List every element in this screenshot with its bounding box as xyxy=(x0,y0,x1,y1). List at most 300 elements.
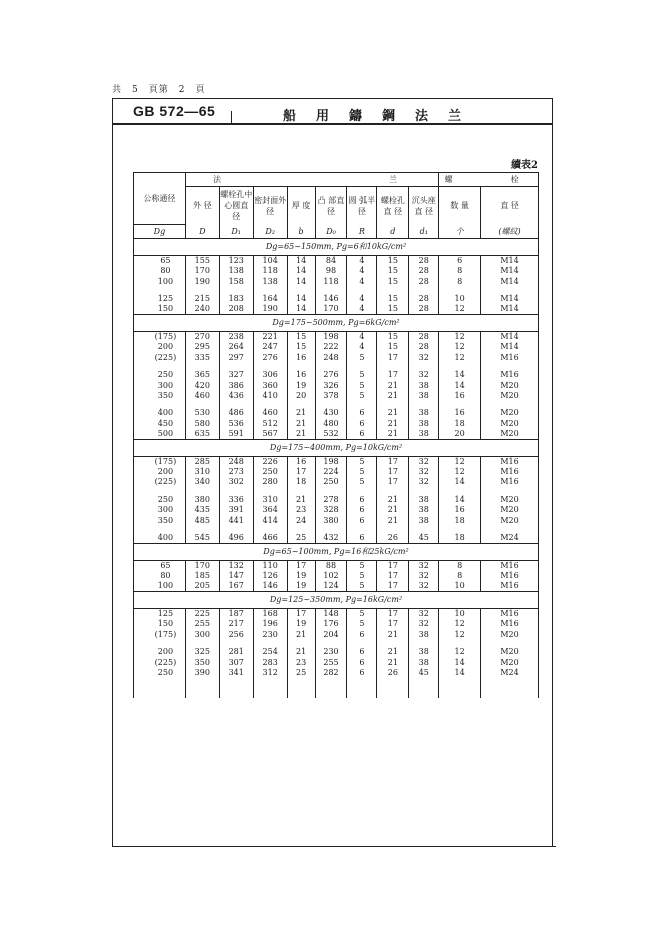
spacer-cell xyxy=(409,401,439,408)
spacer-cell xyxy=(185,526,219,533)
spacer-cell xyxy=(347,678,377,698)
table-cell: 21 xyxy=(287,429,315,440)
spacer-cell xyxy=(287,363,315,370)
spacer-cell xyxy=(134,526,186,533)
table-cell: 17 xyxy=(377,353,409,363)
table-row xyxy=(134,304,539,315)
table-cell: 15 xyxy=(287,342,315,352)
table-cell: 248 xyxy=(315,353,347,363)
table-row xyxy=(134,657,539,667)
table-cell: 391 xyxy=(219,505,253,515)
table-cell: 6 xyxy=(347,630,377,640)
table-cell: 32 xyxy=(409,581,439,592)
section-header xyxy=(134,239,539,256)
table-cell: 326 xyxy=(315,380,347,390)
header-col-0: 外 径 xyxy=(185,187,219,225)
spacer-cell xyxy=(409,363,439,370)
table-cell: 6 xyxy=(347,495,377,505)
spacer-cell xyxy=(481,488,539,495)
table-row xyxy=(134,668,539,678)
table-cell: 21 xyxy=(287,495,315,505)
table-cell: 146 xyxy=(315,294,347,304)
table-cell: 12 xyxy=(439,342,481,352)
table-row xyxy=(134,408,539,418)
table-row xyxy=(134,380,539,390)
table-cell: 222 xyxy=(315,342,347,352)
table-cell: 215 xyxy=(185,294,219,304)
table-row xyxy=(134,581,539,592)
table-cell: 5 xyxy=(347,609,377,620)
table-cell: 485 xyxy=(185,515,219,525)
bottom-rule xyxy=(112,846,556,847)
table-cell: 281 xyxy=(219,647,253,657)
spacer-cell xyxy=(185,640,219,647)
table-cell: 123 xyxy=(219,256,253,267)
table-cell: 21 xyxy=(377,505,409,515)
table-cell: 168 xyxy=(253,609,287,620)
table-cell: 302 xyxy=(219,477,253,487)
table-cell: 45 xyxy=(409,533,439,544)
table-cell: 14 xyxy=(287,304,315,315)
table-cell: 28 xyxy=(409,266,439,276)
table-cell: 23 xyxy=(287,657,315,667)
table-cell: 23 xyxy=(287,505,315,515)
table-cell: M16 xyxy=(481,581,539,592)
table-row xyxy=(134,560,539,571)
table-cell: M14 xyxy=(481,304,539,315)
spacer-cell xyxy=(377,640,409,647)
standard-title: 船用鑄鋼法兰 xyxy=(283,109,482,124)
table-cell: 28 xyxy=(409,256,439,267)
table-cell: 530 xyxy=(185,408,219,418)
table-cell: M16 xyxy=(481,370,539,380)
table-cell: 282 xyxy=(315,668,347,678)
table-cell: 496 xyxy=(219,533,253,544)
table-cell: 6 xyxy=(439,256,481,267)
table-cell: 217 xyxy=(219,619,253,629)
table-cell: 380 xyxy=(185,495,219,505)
table-cell: M24 xyxy=(481,533,539,544)
spacer-cell xyxy=(253,678,287,698)
spacer-cell xyxy=(347,640,377,647)
table-cell: 350 xyxy=(185,657,219,667)
table-cell: 21 xyxy=(377,391,409,401)
spacer-cell xyxy=(185,363,219,370)
table-cell: 340 xyxy=(185,477,219,487)
table-cell: 6 xyxy=(347,657,377,667)
table-cell: M24 xyxy=(481,668,539,678)
table-row xyxy=(134,266,539,276)
header-nominal-symbol: Dg xyxy=(134,225,186,239)
table-cell: 297 xyxy=(219,353,253,363)
spacer-cell xyxy=(134,287,186,294)
table-cell: 38 xyxy=(409,429,439,440)
table-cell: M14 xyxy=(481,256,539,267)
table-cell: 198 xyxy=(315,456,347,467)
row-end-spacer xyxy=(134,678,539,698)
table-row xyxy=(134,467,539,477)
spacer-cell xyxy=(377,526,409,533)
table-cell: 170 xyxy=(185,266,219,276)
spacer-cell xyxy=(347,488,377,495)
spacer-cell xyxy=(347,363,377,370)
table-cell: 15 xyxy=(377,256,409,267)
header-nominal: 公称通径 xyxy=(134,173,186,225)
table-cell: 12 xyxy=(439,353,481,363)
table-cell: M20 xyxy=(481,419,539,429)
table-cell: 6 xyxy=(347,647,377,657)
table-cell: 310 xyxy=(253,495,287,505)
table-cell: 21 xyxy=(377,657,409,667)
table-cell: 500 xyxy=(134,429,186,440)
table-cell: 187 xyxy=(219,609,253,620)
table-cell: 14 xyxy=(439,380,481,390)
table-cell: M16 xyxy=(481,619,539,629)
table-cell: 6 xyxy=(347,419,377,429)
table-cell: 390 xyxy=(185,668,219,678)
spacer-cell xyxy=(315,363,347,370)
table-cell: 38 xyxy=(409,647,439,657)
table-cell: 300 xyxy=(185,630,219,640)
table-cell: 32 xyxy=(409,353,439,363)
table-row xyxy=(134,619,539,629)
table-cell: M14 xyxy=(481,332,539,343)
table-cell: 6 xyxy=(347,668,377,678)
row-spacer xyxy=(134,640,539,647)
spacer-cell xyxy=(377,488,409,495)
table-cell: M20 xyxy=(481,657,539,667)
table-cell: 21 xyxy=(287,630,315,640)
spacer-cell xyxy=(347,526,377,533)
spacer-cell xyxy=(315,287,347,294)
header-col-9: 直 径 xyxy=(481,187,539,225)
table-cell: 100 xyxy=(134,276,186,286)
spacer-cell xyxy=(134,488,186,495)
table-cell: 38 xyxy=(409,419,439,429)
table-cell: M20 xyxy=(481,647,539,657)
spacer-cell xyxy=(287,640,315,647)
table-row xyxy=(134,456,539,467)
table-cell: M14 xyxy=(481,266,539,276)
table-cell: 21 xyxy=(377,630,409,640)
table-cell: 225 xyxy=(185,609,219,620)
table-cell: 17 xyxy=(377,581,409,592)
table-cell: M20 xyxy=(481,429,539,440)
table-cell: M14 xyxy=(481,276,539,286)
spacer-cell xyxy=(219,678,253,698)
table-row xyxy=(134,419,539,429)
table-cell: 21 xyxy=(377,429,409,440)
table-row xyxy=(134,495,539,505)
header-symbol-2: D₂ xyxy=(253,225,287,239)
table-cell: 28 xyxy=(409,294,439,304)
table-cell: 21 xyxy=(377,515,409,525)
table-row xyxy=(134,571,539,581)
table-cell: 4 xyxy=(347,332,377,343)
table-cell: 300 xyxy=(134,380,186,390)
table-cell: 15 xyxy=(377,332,409,343)
table-cell: 280 xyxy=(253,477,287,487)
table-cell: 254 xyxy=(253,647,287,657)
table-cell: 5 xyxy=(347,467,377,477)
table-cell: 12 xyxy=(439,456,481,467)
table-cell: 17 xyxy=(377,619,409,629)
table-cell: 10 xyxy=(439,581,481,592)
table-cell: 635 xyxy=(185,429,219,440)
section-header xyxy=(134,315,539,332)
table-cell: 567 xyxy=(253,429,287,440)
spacer-cell xyxy=(439,287,481,294)
table-cell: 6 xyxy=(347,505,377,515)
table-cell: 230 xyxy=(253,630,287,640)
table-cell: 5 xyxy=(347,619,377,629)
table-cell: 17 xyxy=(377,477,409,487)
table-cell: 18 xyxy=(439,533,481,544)
spacer-cell xyxy=(377,401,409,408)
section-title: Dg=65~150mm, Pg=6和10kG/cm² xyxy=(134,239,539,256)
table-cell: M16 xyxy=(481,560,539,571)
table-cell: 224 xyxy=(315,467,347,477)
section-header xyxy=(134,543,539,560)
table-cell: 183 xyxy=(219,294,253,304)
table-cell: 247 xyxy=(253,342,287,352)
spacer-cell xyxy=(185,401,219,408)
table-row xyxy=(134,515,539,525)
spacer-cell xyxy=(253,526,287,533)
table-cell: 580 xyxy=(185,419,219,429)
table-cell: 4 xyxy=(347,276,377,286)
table-cell: 250 xyxy=(253,467,287,477)
header-symbol-3: b xyxy=(287,225,315,239)
table-cell: 104 xyxy=(253,256,287,267)
table-cell: 38 xyxy=(409,630,439,640)
spacer-cell xyxy=(409,678,439,698)
table-cell: 255 xyxy=(185,619,219,629)
table-cell: 325 xyxy=(185,647,219,657)
table-cell: 118 xyxy=(315,276,347,286)
table-cell: 5 xyxy=(347,571,377,581)
header-col-1: 螺栓孔中心圆直 径 xyxy=(219,187,253,225)
header-symbol-0: D xyxy=(185,225,219,239)
spacer-cell xyxy=(409,526,439,533)
table-cell: 278 xyxy=(315,495,347,505)
spacer-cell xyxy=(185,488,219,495)
table-cell: 436 xyxy=(219,391,253,401)
table-cell: 283 xyxy=(253,657,287,667)
table-cell: 306 xyxy=(253,370,287,380)
page-count xyxy=(112,82,216,95)
spacer-cell xyxy=(134,401,186,408)
continuation-label: 續表2 xyxy=(511,160,538,171)
table-cell: 14 xyxy=(287,294,315,304)
table-cell: M20 xyxy=(481,408,539,418)
table-cell: 12 xyxy=(439,647,481,657)
table-cell: 420 xyxy=(185,380,219,390)
spacer-cell xyxy=(253,401,287,408)
spacer-cell xyxy=(315,526,347,533)
header-symbol-6: d xyxy=(377,225,409,239)
table-cell: (225) xyxy=(134,353,186,363)
table-cell: 158 xyxy=(219,276,253,286)
table-row xyxy=(134,505,539,515)
header-symbol-4: D₀ xyxy=(315,225,347,239)
table-cell: 6 xyxy=(347,408,377,418)
table-cell: 480 xyxy=(315,419,347,429)
header-symbol-8: 个 xyxy=(439,225,481,239)
table-cell: 12 xyxy=(439,630,481,640)
spacer-cell xyxy=(219,401,253,408)
table-cell: 285 xyxy=(185,456,219,467)
table-cell: 190 xyxy=(185,276,219,286)
table-cell: 341 xyxy=(219,668,253,678)
table-cell: 256 xyxy=(219,630,253,640)
page-count-page-label: 頁第 xyxy=(148,85,169,95)
table-cell: 18 xyxy=(287,477,315,487)
table-cell: 8 xyxy=(439,560,481,571)
row-spacer xyxy=(134,488,539,495)
table-cell: 170 xyxy=(315,304,347,315)
table-row xyxy=(134,477,539,487)
table-cell: 14 xyxy=(287,256,315,267)
table-cell: 28 xyxy=(409,342,439,352)
header-symbol-1: D₁ xyxy=(219,225,253,239)
table-cell: 88 xyxy=(315,560,347,571)
table-cell: 270 xyxy=(185,332,219,343)
table-cell: 38 xyxy=(409,515,439,525)
table-cell: 250 xyxy=(134,495,186,505)
spacer-cell xyxy=(439,488,481,495)
table-row xyxy=(134,332,539,343)
table-cell: 360 xyxy=(253,380,287,390)
spacer-cell xyxy=(409,287,439,294)
table-cell: 124 xyxy=(315,581,347,592)
spacer-cell xyxy=(439,678,481,698)
table-cell: 466 xyxy=(253,533,287,544)
section-title: Dg=65~100mm, Pg=16和25kG/cm² xyxy=(134,543,539,560)
spacer-cell xyxy=(481,526,539,533)
table-cell: M14 xyxy=(481,342,539,352)
header-col-7: 沉头座直 径 xyxy=(409,187,439,225)
table-cell: (225) xyxy=(134,657,186,667)
table-cell: 15 xyxy=(377,266,409,276)
spacer-cell xyxy=(134,363,186,370)
table-cell: 21 xyxy=(287,419,315,429)
table-cell: 4 xyxy=(347,294,377,304)
table-row xyxy=(134,647,539,657)
header-symbol-5: R xyxy=(347,225,377,239)
table-cell: 364 xyxy=(253,505,287,515)
table-cell: 230 xyxy=(315,647,347,657)
table-cell: 4 xyxy=(347,342,377,352)
table-cell: 365 xyxy=(185,370,219,380)
table-cell: 6 xyxy=(347,515,377,525)
table-row xyxy=(134,609,539,620)
table-cell: 378 xyxy=(315,391,347,401)
table-cell: 32 xyxy=(409,609,439,620)
table-cell: 14 xyxy=(439,668,481,678)
row-spacer xyxy=(134,287,539,294)
table-cell: 84 xyxy=(315,256,347,267)
table-cell: 126 xyxy=(253,571,287,581)
table-cell: 125 xyxy=(134,609,186,620)
table-cell: 336 xyxy=(219,495,253,505)
table-cell: 17 xyxy=(377,609,409,620)
table-cell: 110 xyxy=(253,560,287,571)
table-cell: 65 xyxy=(134,256,186,267)
spacer-cell xyxy=(439,363,481,370)
header-col-5: 圆 弧半 径 xyxy=(347,187,377,225)
section-header xyxy=(134,592,539,609)
table-cell: M20 xyxy=(481,380,539,390)
spacer-cell xyxy=(219,488,253,495)
table-cell: 21 xyxy=(377,419,409,429)
table-cell: 328 xyxy=(315,505,347,515)
table-cell: 5 xyxy=(347,477,377,487)
table-cell: 200 xyxy=(134,467,186,477)
table-cell: 21 xyxy=(287,408,315,418)
table-row xyxy=(134,276,539,286)
table-cell: 460 xyxy=(185,391,219,401)
table-cell: 8 xyxy=(439,276,481,286)
table-cell: 4 xyxy=(347,304,377,315)
table-cell: 17 xyxy=(287,467,315,477)
table-cell: 15 xyxy=(377,276,409,286)
table-cell: 19 xyxy=(287,619,315,629)
spacer-cell xyxy=(253,488,287,495)
header-col-4: 凸 部直 径 xyxy=(315,187,347,225)
table-cell: 441 xyxy=(219,515,253,525)
table-cell: 155 xyxy=(185,256,219,267)
table-cell: 17 xyxy=(287,609,315,620)
table-cell: 15 xyxy=(287,332,315,343)
table-cell: M20 xyxy=(481,391,539,401)
table-cell: (225) xyxy=(134,477,186,487)
table-cell: 18 xyxy=(439,515,481,525)
table-cell: 250 xyxy=(315,477,347,487)
spacer-cell xyxy=(481,401,539,408)
table-cell: 15 xyxy=(377,304,409,315)
table-cell: 327 xyxy=(219,370,253,380)
spacer-cell xyxy=(377,363,409,370)
table-cell: 196 xyxy=(253,619,287,629)
table-cell: 102 xyxy=(315,571,347,581)
table-cell: 17 xyxy=(377,560,409,571)
header-rule xyxy=(113,123,552,125)
table-cell: 167 xyxy=(219,581,253,592)
spacer-cell xyxy=(287,526,315,533)
page-count-total: 5 xyxy=(132,85,139,95)
table-row xyxy=(134,533,539,544)
table-cell: 240 xyxy=(185,304,219,315)
table-cell: 17 xyxy=(377,467,409,477)
table-cell: 350 xyxy=(134,515,186,525)
row-spacer xyxy=(134,363,539,370)
table-cell: 208 xyxy=(219,304,253,315)
table-cell: 536 xyxy=(219,419,253,429)
table-cell: 400 xyxy=(134,408,186,418)
spacer-cell xyxy=(185,287,219,294)
table-cell: 21 xyxy=(377,408,409,418)
spacer-cell xyxy=(219,526,253,533)
table-cell: 38 xyxy=(409,505,439,515)
table-cell: 28 xyxy=(409,332,439,343)
spacer-cell xyxy=(253,640,287,647)
table-cell: 6 xyxy=(347,533,377,544)
table-cell: 21 xyxy=(377,495,409,505)
header-symbol-7: d₁ xyxy=(409,225,439,239)
spacer-cell xyxy=(253,363,287,370)
table-cell: 15 xyxy=(377,294,409,304)
